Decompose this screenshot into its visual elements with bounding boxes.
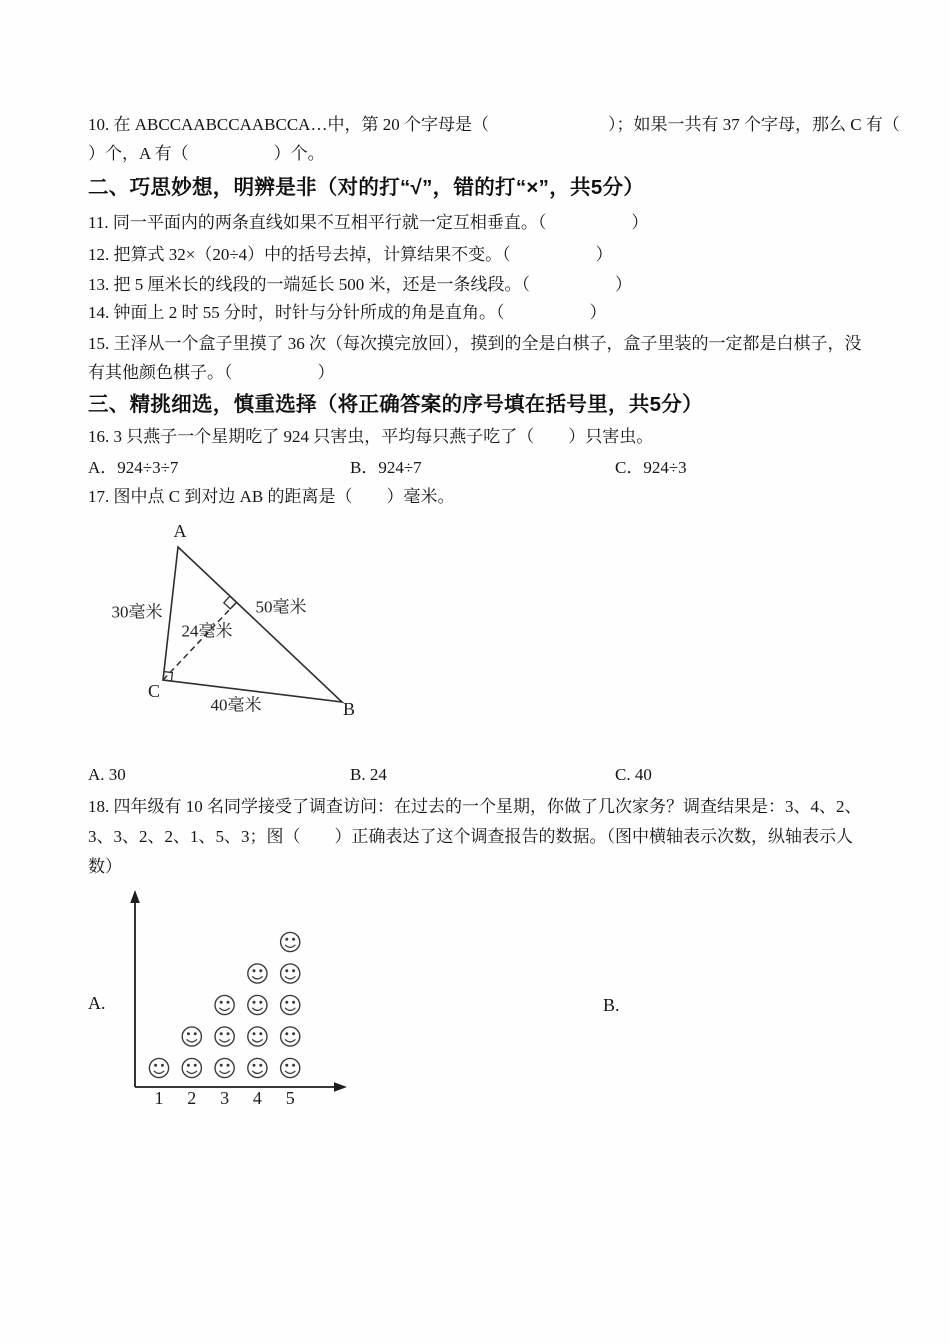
x-tick-label: 3 (220, 1088, 230, 1108)
question-17-options (88, 760, 888, 790)
smile-mouth (220, 1008, 230, 1010)
q17-option-a: A. 30 (88, 765, 126, 784)
question-14-text: 14. 钟面上 2 时 55 分时，时针与分针所成的角是直角。（ ） (88, 303, 607, 322)
question-18 (88, 792, 862, 882)
right-angle-marker-at-c (163, 672, 172, 681)
smiley-face-icon (281, 1027, 300, 1046)
smiley-face-icon (248, 995, 267, 1014)
question-17 (88, 482, 454, 512)
x-tick-label: 5 (285, 1088, 295, 1108)
smile-mouth (285, 945, 295, 947)
q17-option-b: B. 24 (350, 765, 387, 784)
question-15 (88, 330, 862, 387)
smiley-face-icon (281, 995, 300, 1014)
question-10-line-2: ）个，A 有（ ）个。 (88, 143, 325, 163)
smiley-faces-group (149, 932, 299, 1077)
side-cb-length-label: 40毫米 (210, 695, 262, 715)
y-axis-arrow-icon (130, 890, 140, 903)
side-ab-length-label: 50毫米 (255, 597, 307, 617)
vertex-b-label: B (342, 699, 356, 719)
question-18-line-1: 18. 四年级有 10 名同学接受了调查访问：在过去的一个星期，你做了几次家务？调查结果是：3、4、2、 (88, 797, 862, 816)
smiley-face-icon (281, 964, 300, 983)
smiley-face-icon (248, 1027, 267, 1046)
smiley-face-icon (215, 1027, 234, 1046)
pictograph-chart-a (85, 888, 365, 1123)
question-10 (88, 111, 900, 168)
height-dashed-line (163, 602, 237, 680)
right-angle-marker-on-ab (224, 596, 237, 609)
question-14 (88, 298, 607, 328)
x-tick-label: 4 (252, 1088, 262, 1108)
smile-mouth (220, 1040, 230, 1042)
question-13-text: 13. 把 5 厘米长的线段的一端延长 500 米，还是一条线段。（ ） (88, 275, 632, 294)
smiley-face-icon (182, 1058, 201, 1077)
q16-option-c: C．924÷3 (615, 458, 687, 477)
height-length-label: 24毫米 (181, 621, 233, 641)
smiley-face-icon (215, 1058, 234, 1077)
smile-mouth (187, 1071, 197, 1073)
x-axis-arrow-icon (334, 1082, 347, 1092)
x-tick-label: 2 (187, 1088, 197, 1108)
smiley-face-icon (182, 1027, 201, 1046)
smiley-face-icon (248, 964, 267, 983)
question-15-line-1: 15. 王泽从一个盒子里摸了 36 次（每次摸完放回），摸到的全是白棋子，盒子里装的一定都是白棋子，没 (88, 334, 862, 353)
question-16-options (88, 453, 888, 483)
chart-option-a-label: A. (88, 993, 106, 1013)
smile-mouth (285, 977, 295, 979)
smile-mouth (253, 1008, 263, 1010)
smile-mouth (285, 1040, 295, 1042)
question-11-text: 11. 同一平面内的两条直线如果不互相平行就一定互相垂直。（ ） (88, 213, 649, 232)
q16-option-a: A．924÷3÷7 (88, 458, 179, 477)
smile-mouth (187, 1040, 197, 1042)
smile-mouth (253, 977, 263, 979)
question-15-line-2: 有其他颜色棋子。（ ） (88, 362, 335, 382)
question-18-line-2: 3、3、2、2、1、5、3；图（ ）正确表达了这个调查报告的数据。（图中横轴表示次数，纵轴表示人 (88, 827, 853, 846)
question-13 (88, 270, 632, 300)
question-16-text: 16. 3 只燕子一个星期吃了 924 只害虫，平均每只燕子吃了（ ）只害虫。 (88, 427, 654, 446)
section-2-heading: 二、巧思妙想，明辨是非（对的打“√”，错的打“×”，共5分） (88, 176, 645, 199)
q16-option-b: B．924÷7 (350, 458, 422, 477)
smile-mouth (285, 1071, 295, 1073)
vertex-a-label: A (173, 521, 187, 541)
section-3-heading: 三、精挑细选，慎重选择（将正确答案的序号填在括号里，共5分） (88, 393, 703, 416)
side-ca-length-label: 30毫米 (111, 602, 163, 622)
smiley-face-icon (281, 1058, 300, 1077)
smiley-face-icon (215, 995, 234, 1014)
question-10-line-1: 10. 在 ABCCAABCCAABCCA…中，第 20 个字母是（ ）；如果一共有 37 个字母，那么 C 有（ (88, 115, 900, 134)
vertex-c-label: C (147, 681, 161, 701)
question-17-text: 17. 图中点 C 到对边 AB 的距离是（ ）毫米。 (88, 487, 455, 506)
chart-option-b-label: B. (603, 995, 620, 1015)
smiley-face-icon (281, 932, 300, 951)
smile-mouth (220, 1071, 230, 1073)
pictograph-canvas (85, 888, 365, 1123)
question-18-line-3: 数） (88, 857, 122, 876)
question-16 (88, 422, 653, 452)
x-tick-labels-group (155, 1088, 295, 1108)
smile-mouth (253, 1071, 263, 1073)
q17-option-c: C. 40 (615, 765, 652, 784)
smile-mouth (253, 1040, 263, 1042)
smile-mouth (285, 1008, 295, 1010)
x-tick-label: 1 (154, 1088, 164, 1108)
smiley-face-icon (149, 1058, 168, 1077)
question-12 (88, 240, 613, 270)
question-11 (88, 208, 648, 238)
question-12-text: 12. 把算式 32×（20÷4）中的括号去掉，计算结果不变。（ ） (88, 245, 613, 264)
smile-mouth (154, 1071, 164, 1073)
smiley-face-icon (248, 1058, 267, 1077)
